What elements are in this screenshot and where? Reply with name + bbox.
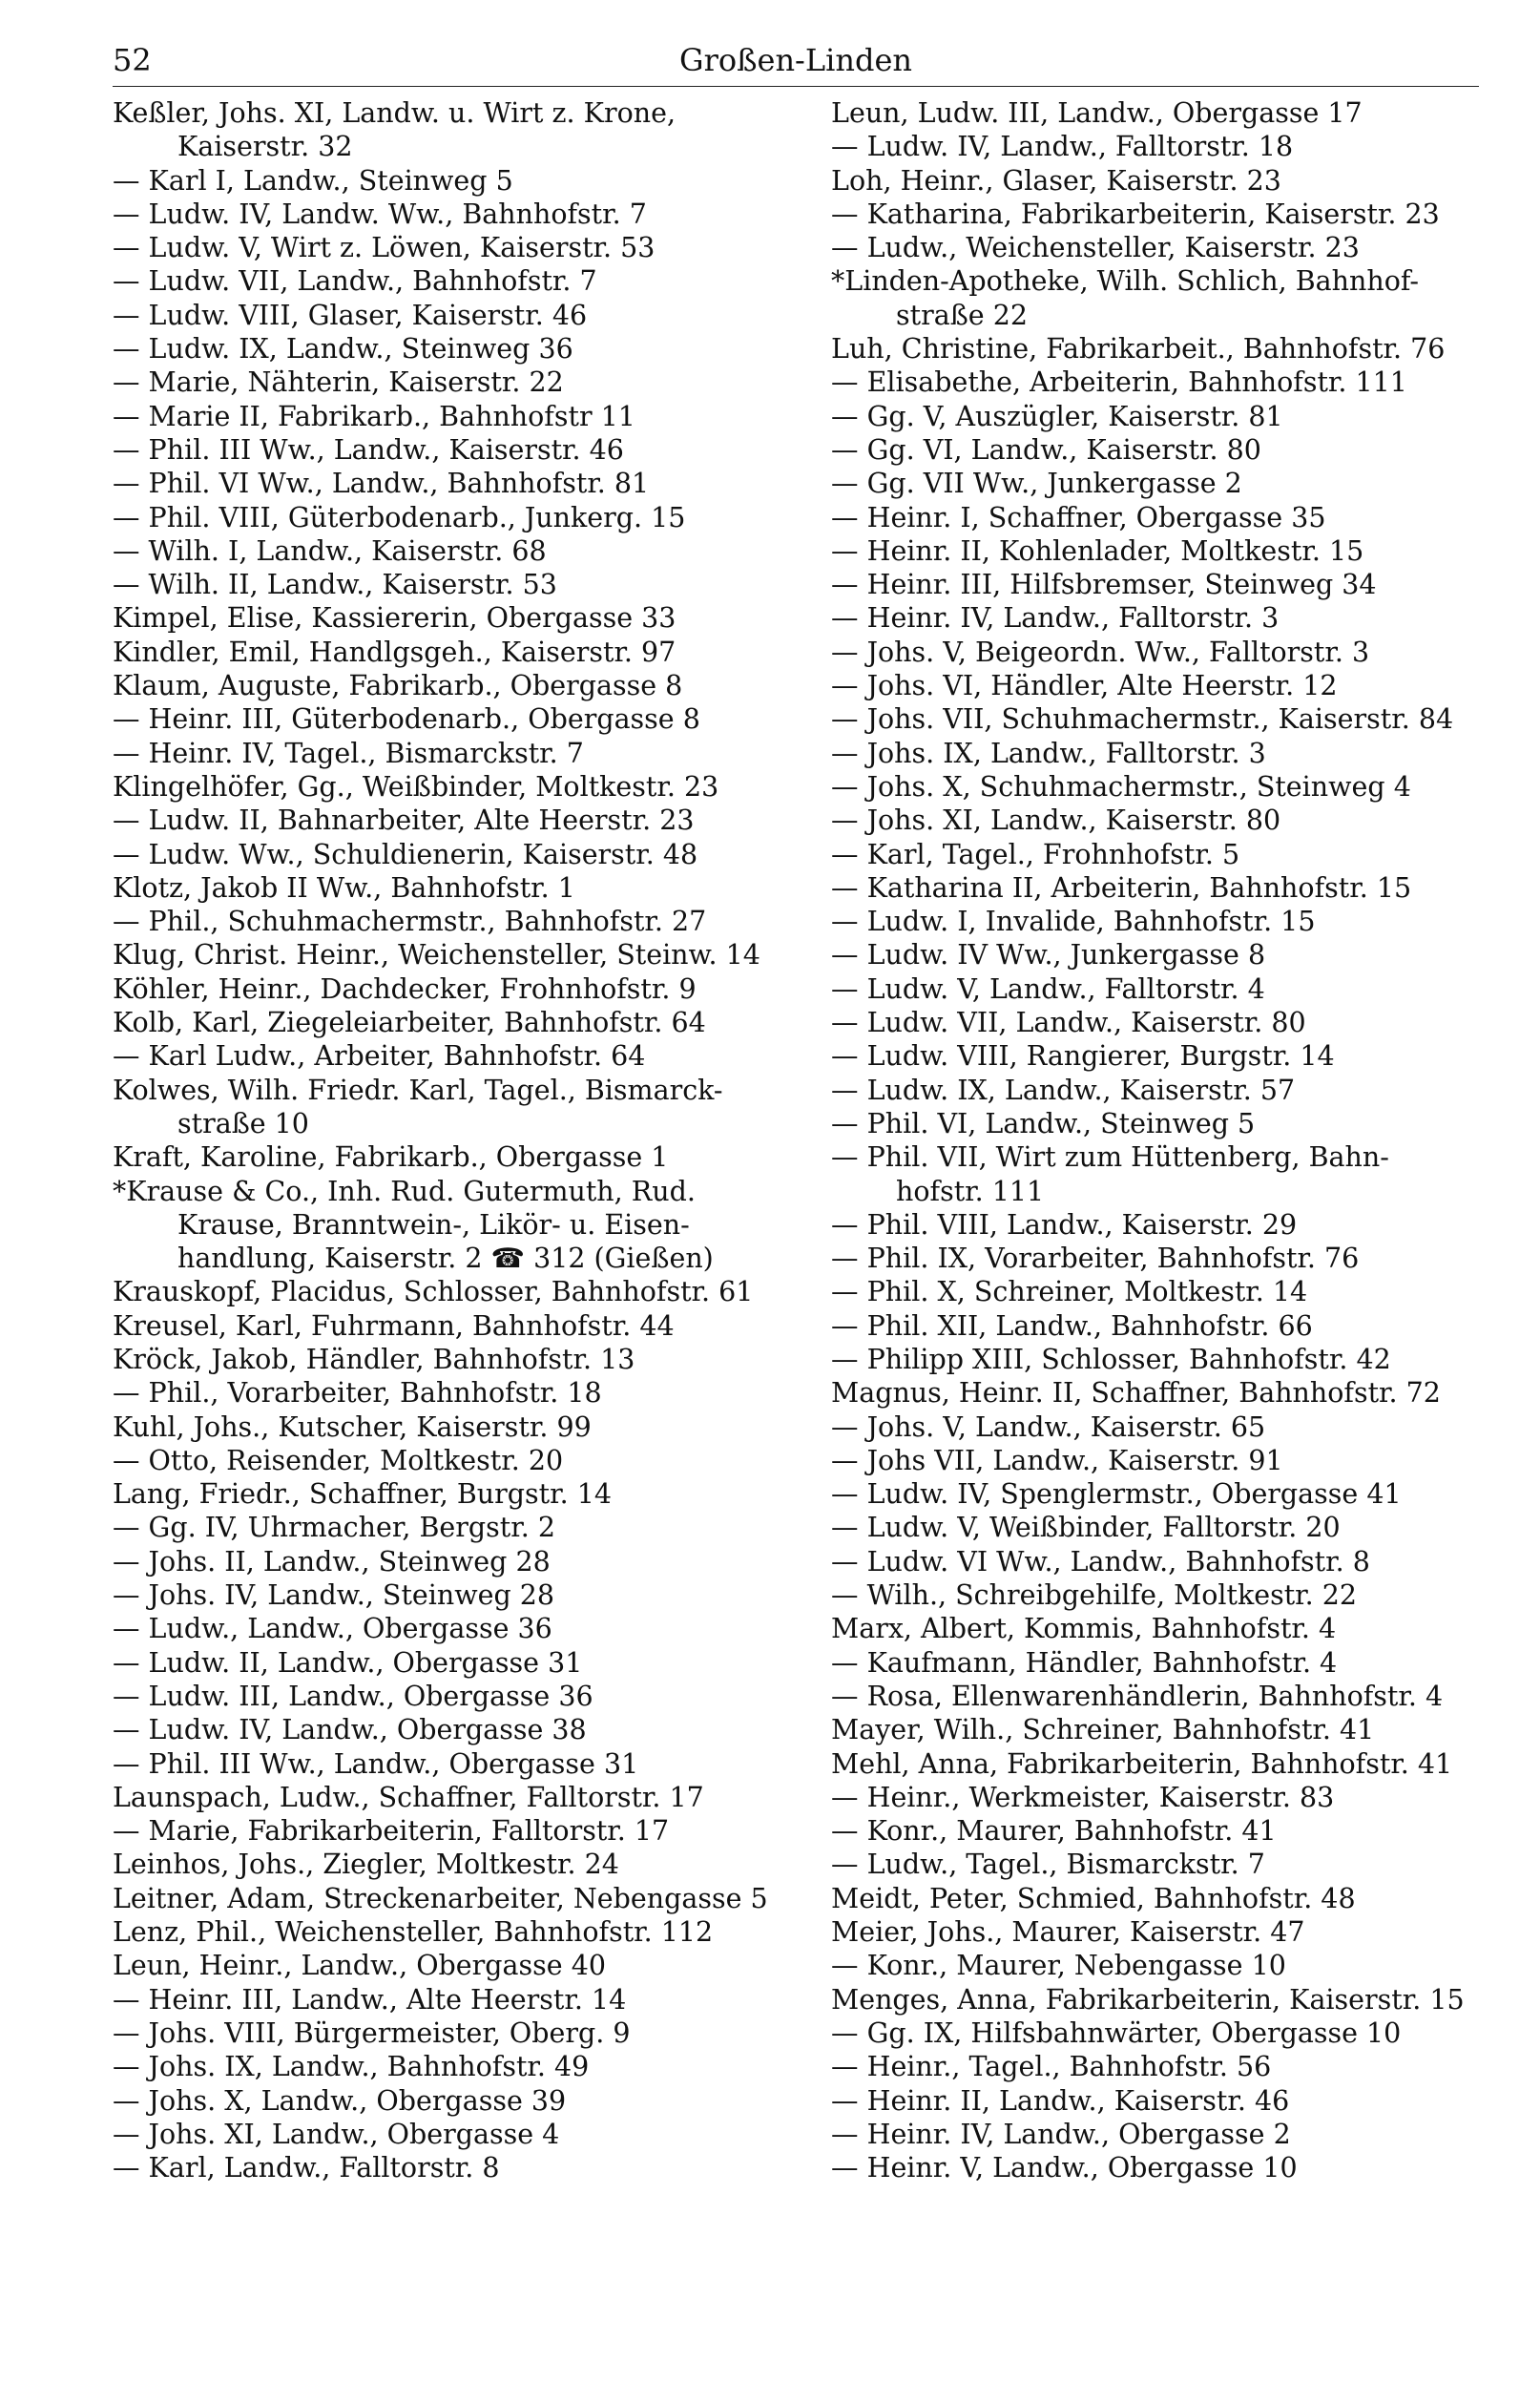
directory-entry: Köhler, Heinr., Dachdecker, Frohnhofstr. 9 [113, 972, 697, 1005]
directory-entry: — Rosa, Ellenwarenhändlerin, Bahnhofstr. 4 [831, 1680, 1444, 1712]
directory-entry: — Johs. II, Landw., Steinweg 28 [113, 1545, 551, 1578]
directory-entry: Lenz, Phil., Weichensteller, Bahnhofstr. 112 [113, 1916, 714, 1949]
directory-entry: — Ludw. V, Landw., Falltorstr. 4 [831, 972, 1265, 1005]
directory-entry: — Otto, Reisender, Moltkestr. 20 [113, 1444, 564, 1476]
directory-entry: — Phil. III Ww., Landw., Kaiserstr. 46 [113, 433, 624, 466]
directory-entry: — Wilh., Schreibgehilfe, Moltkestr. 22 [831, 1579, 1358, 1612]
directory-entry: — Phil. VI Ww., Landw., Bahnhofstr. 81 [113, 468, 650, 500]
directory-entry: — Ludw. VIII, Glaser, Kaiserstr. 46 [113, 299, 588, 331]
directory-entry: — Johs. V, Landw., Kaiserstr. 65 [831, 1410, 1266, 1443]
directory-entry: — Phil. IX, Vorarbeiter, Bahnhofstr. 76 [831, 1243, 1360, 1275]
directory-entry: Loh, Heinr., Glaser, Kaiserstr. 23 [831, 164, 1281, 197]
directory-entry: Meier, Johs., Maurer, Kaiserstr. 47 [831, 1916, 1305, 1949]
directory-entry: — Katharina II, Arbeiterin, Bahnhofstr. 15 [831, 871, 1412, 904]
right-column [812, 96, 1511, 2184]
directory-entry: — Gg. IV, Uhrmacher, Bergstr. 2 [113, 1512, 555, 1544]
directory-entry: — Heinr. II, Kohlenlader, Moltkestr. 15 [831, 534, 1364, 567]
directory-entry: — Phil. VIII, Landw., Kaiserstr. 29 [831, 1208, 1298, 1241]
directory-entry: Kraft, Karoline, Fabrikarb., Obergasse 1 [113, 1141, 669, 1174]
directory-entry: — Wilh. I, Landw., Kaiserstr. 68 [113, 534, 547, 567]
directory-entry: — Johs. X, Schuhmachermstr., Steinweg 4 [831, 770, 1411, 803]
directory-entry: — Karl, Tagel., Frohnhofstr. 5 [831, 838, 1240, 870]
directory-entry: Keßler, Johs. XI, Landw. u. Wirt z. Krone, [113, 97, 676, 129]
left-column [113, 96, 812, 2184]
directory-entry: — Karl, Landw., Falltorstr. 8 [113, 2152, 500, 2184]
directory-entry: Leinhos, Johs., Ziegler, Moltkestr. 24 [113, 1849, 619, 1881]
directory-entry: — Phil. X, Schreiner, Moltkestr. 14 [831, 1276, 1308, 1308]
directory-entry: — Marie II, Fabrikarb., Bahnhofstr 11 [113, 400, 635, 432]
directory-entry: — Ludw. VII, Landw., Kaiserstr. 80 [831, 1007, 1306, 1039]
directory-entry: — Ludw., Tagel., Bismarckstr. 7 [831, 1849, 1265, 1881]
directory-entry: — Karl Ludw., Arbeiter, Bahnhofstr. 64 [113, 1040, 646, 1073]
directory-entry: Mayer, Wilh., Schreiner, Bahnhofstr. 41 [831, 1714, 1375, 1746]
directory-entry: Klaum, Auguste, Fabrikarb., Obergasse 8 [113, 670, 683, 702]
directory-entry: — Ludw. II, Landw., Obergasse 31 [113, 1646, 583, 1679]
directory-entry: — Ludw. V, Weißbinder, Falltorstr. 20 [831, 1512, 1341, 1544]
directory-entry: Krauskopf, Placidus, Schlosser, Bahnhofstr. 61 [113, 1276, 754, 1308]
directory-entry: — Ludw. VI Ww., Landw., Bahnhofstr. 8 [831, 1545, 1370, 1578]
directory-entry: Mehl, Anna, Fabrikarbeiterin, Bahnhofstr. 41 [831, 1747, 1453, 1780]
entry-columns [113, 96, 1511, 2184]
directory-entry: — Phil., Schuhmachermstr., Bahnhofstr. 27 [113, 906, 707, 938]
directory-entry: — Ludw. IV Ww., Junkergasse 8 [831, 939, 1266, 972]
directory-entry: Kreusel, Karl, Fuhrmann, Bahnhofstr. 44 [113, 1309, 675, 1342]
directory-entry: — Johs. VIII, Bürgermeister, Oberg. 9 [113, 2016, 631, 2049]
directory-entry: — Phil. XII, Landw., Bahnhofstr. 66 [831, 1309, 1313, 1342]
directory-entry: — Heinr. I, Schaffner, Obergasse 35 [831, 501, 1326, 533]
directory-entry: — Johs VII, Landw., Kaiserstr. 91 [831, 1444, 1283, 1476]
directory-entry: — Heinr. V, Landw., Obergasse 10 [831, 2152, 1298, 2184]
directory-entry: — Heinr. II, Landw., Kaiserstr. 46 [831, 2084, 1290, 2117]
directory-entry: — Ludw. V, Wirt z. Löwen, Kaiserstr. 53 [113, 232, 656, 264]
directory-entry: — Ludw. IV, Spenglermstr., Obergasse 41 [831, 1478, 1402, 1511]
directory-entry: — Johs. XI, Landw., Obergasse 4 [113, 2118, 560, 2150]
directory-entry: — Konr., Maurer, Bahnhofstr. 41 [831, 1815, 1277, 1848]
directory-entry: — Gg. V, Auszügler, Kaiserstr. 81 [831, 400, 1283, 432]
directory-entry: Klug, Christ. Heinr., Weichensteller, Steinw. 14 [113, 939, 760, 972]
directory-entry: — Heinr. IV, Landw., Falltorstr. 3 [831, 602, 1280, 635]
directory-entry: — Johs. IX, Landw., Bahnhofstr. 49 [113, 2051, 590, 2083]
directory-entry: straße 10 [177, 1107, 309, 1139]
directory-entry: — Philipp XIII, Schlosser, Bahnhofstr. 42 [831, 1343, 1391, 1375]
directory-entry: — Johs. IX, Landw., Falltorstr. 3 [831, 737, 1266, 769]
directory-entry: — Phil. III Ww., Landw., Obergasse 31 [113, 1747, 639, 1780]
directory-entry: Leun, Ludw. III, Landw., Obergasse 17 [831, 97, 1363, 129]
directory-entry: handlung, Kaiserstr. 2 ☎ 312 (Gießen) [177, 1243, 714, 1275]
directory-entry: Lang, Friedr., Schaffner, Burgstr. 14 [113, 1478, 612, 1511]
directory-entry: — Marie, Fabrikarbeiterin, Falltorstr. 17 [113, 1815, 670, 1848]
directory-entry: — Ludw. IV, Landw., Falltorstr. 18 [831, 131, 1294, 163]
directory-entry: — Heinr., Werkmeister, Kaiserstr. 83 [831, 1781, 1335, 1813]
directory-entry: — Johs. V, Beigeordn. Ww., Falltorstr. 3 [831, 636, 1370, 668]
directory-entry: Kuhl, Johs., Kutscher, Kaiserstr. 99 [113, 1410, 592, 1443]
directory-entry: Kröck, Jakob, Händler, Bahnhofstr. 13 [113, 1343, 635, 1375]
directory-entry: Kimpel, Elise, Kassiererin, Obergasse 33 [113, 602, 676, 635]
directory-entry: — Phil., Vorarbeiter, Bahnhofstr. 18 [113, 1377, 602, 1410]
directory-entry: Leun, Heinr., Landw., Obergasse 40 [113, 1950, 606, 1982]
directory-entry: — Gg. IX, Hilfsbahnwärter, Obergasse 10 [831, 2016, 1402, 2049]
directory-entry: — Elisabethe, Arbeiterin, Bahnhofstr. 111 [831, 366, 1407, 399]
directory-entry: Launspach, Ludw., Schaffner, Falltorstr. 17 [113, 1781, 704, 1813]
directory-entry: Kaiserstr. 32 [177, 131, 353, 163]
directory-entry: Menges, Anna, Fabrikarbeiterin, Kaiserstr. 15 [831, 1983, 1465, 2016]
directory-entry: — Johs. XI, Landw., Kaiserstr. 80 [831, 804, 1281, 837]
directory-entry: — Ludw. IX, Landw., Steinweg 36 [113, 333, 573, 366]
directory-entry: Marx, Albert, Kommis, Bahnhofstr. 4 [831, 1613, 1337, 1645]
directory-entry: Magnus, Heinr. II, Schaffner, Bahnhofstr. 72 [831, 1377, 1441, 1410]
directory-entry: — Heinr. IV, Tagel., Bismarckstr. 7 [113, 737, 584, 769]
directory-entry: Meidt, Peter, Schmied, Bahnhofstr. 48 [831, 1882, 1356, 1914]
page-number: 52 [113, 42, 152, 78]
directory-entry: Krause, Branntwein-, Likör- u. Eisen- [177, 1208, 690, 1241]
directory-entry: — Ludw. VIII, Rangierer, Burgstr. 14 [831, 1040, 1335, 1073]
directory-entry: — Marie, Nähterin, Kaiserstr. 22 [113, 366, 564, 399]
directory-entry: *Krause & Co., Inh. Rud. Gutermuth, Rud. [113, 1175, 696, 1207]
directory-entry: — Ludw. IV, Landw., Obergasse 38 [113, 1714, 587, 1746]
directory-entry: — Ludw., Landw., Obergasse 36 [113, 1613, 552, 1645]
directory-entry: — Johs. X, Landw., Obergasse 39 [113, 2084, 567, 2117]
directory-entry: Kindler, Emil, Handlgsgeh., Kaiserstr. 97 [113, 636, 676, 668]
directory-entry: Leitner, Adam, Streckenarbeiter, Nebengasse 5 [113, 1882, 768, 1914]
directory-entry: — Phil. VIII, Güterbodenarb., Junkerg. 15 [113, 501, 686, 533]
directory-entry: Klingelhöfer, Gg., Weißbinder, Moltkestr. 23 [113, 770, 719, 803]
directory-entry: — Johs. VI, Händler, Alte Heerstr. 12 [831, 670, 1338, 702]
directory-entry: — Ludw. IX, Landw., Kaiserstr. 57 [831, 1074, 1296, 1106]
directory-entry: — Gg. VII Ww., Junkergasse 2 [831, 468, 1242, 500]
directory-entry: — Phil. VII, Wirt zum Hüttenberg, Bahn- [831, 1141, 1389, 1174]
directory-entry: — Karl I, Landw., Steinweg 5 [113, 164, 513, 197]
directory-entry: — Gg. VI, Landw., Kaiserstr. 80 [831, 433, 1261, 466]
directory-entry: — Heinr., Tagel., Bahnhofstr. 56 [831, 2051, 1272, 2083]
directory-entry: — Katharina, Fabrikarbeiterin, Kaiserstr. 23 [831, 198, 1440, 230]
directory-entry: — Wilh. II, Landw., Kaiserstr. 53 [113, 569, 557, 601]
directory-entry: — Kaufmann, Händler, Bahnhofstr. 4 [831, 1646, 1338, 1679]
directory-entry: — Heinr. III, Landw., Alte Heerstr. 14 [113, 1983, 627, 2016]
page-header [113, 36, 1479, 87]
directory-entry: — Heinr. III, Hilfsbremser, Steinweg 34 [831, 569, 1377, 601]
directory-entry: — Ludw. I, Invalide, Bahnhofstr. 15 [831, 906, 1316, 938]
directory-entry: hofstr. 111 [896, 1175, 1045, 1207]
directory-entry: — Phil. VI, Landw., Steinweg 5 [831, 1107, 1256, 1139]
directory-entry: — Johs. IV, Landw., Steinweg 28 [113, 1579, 555, 1612]
directory-entry: Klotz, Jakob II Ww., Bahnhofstr. 1 [113, 871, 575, 904]
directory-entry: *Linden-Apotheke, Wilh. Schlich, Bahnhof- [831, 265, 1420, 298]
directory-entry: — Ludw., Weichensteller, Kaiserstr. 23 [831, 232, 1360, 264]
directory-entry: Kolwes, Wilh. Friedr. Karl, Tagel., Bismarck- [113, 1074, 723, 1106]
directory-entry: — Johs. VII, Schuhmachermstr., Kaiserstr. 84 [831, 703, 1454, 736]
directory-entry: — Heinr. III, Güterbodenarb., Obergasse 8 [113, 703, 700, 736]
directory-entry: — Heinr. IV, Landw., Obergasse 2 [831, 2118, 1291, 2150]
directory-entry: — Konr., Maurer, Nebengasse 10 [831, 1950, 1286, 1982]
directory-entry: Kolb, Karl, Ziegeleiarbeiter, Bahnhofstr. 64 [113, 1007, 706, 1039]
directory-entry: — Ludw. IV, Landw. Ww., Bahnhofstr. 7 [113, 198, 647, 230]
directory-entry: — Ludw. II, Bahnarbeiter, Alte Heerstr. 23 [113, 804, 695, 837]
directory-entry: straße 22 [896, 299, 1028, 331]
directory-entry: Luh, Christine, Fabrikarbeit., Bahnhofstr. 76 [831, 333, 1446, 366]
directory-entry: — Ludw. III, Landw., Obergasse 36 [113, 1680, 593, 1712]
directory-entry: — Ludw. VII, Landw., Bahnhofstr. 7 [113, 265, 597, 298]
directory-entry: — Ludw. Ww., Schuldienerin, Kaiserstr. 48 [113, 838, 698, 870]
running-title: Großen-Linden [679, 42, 912, 78]
